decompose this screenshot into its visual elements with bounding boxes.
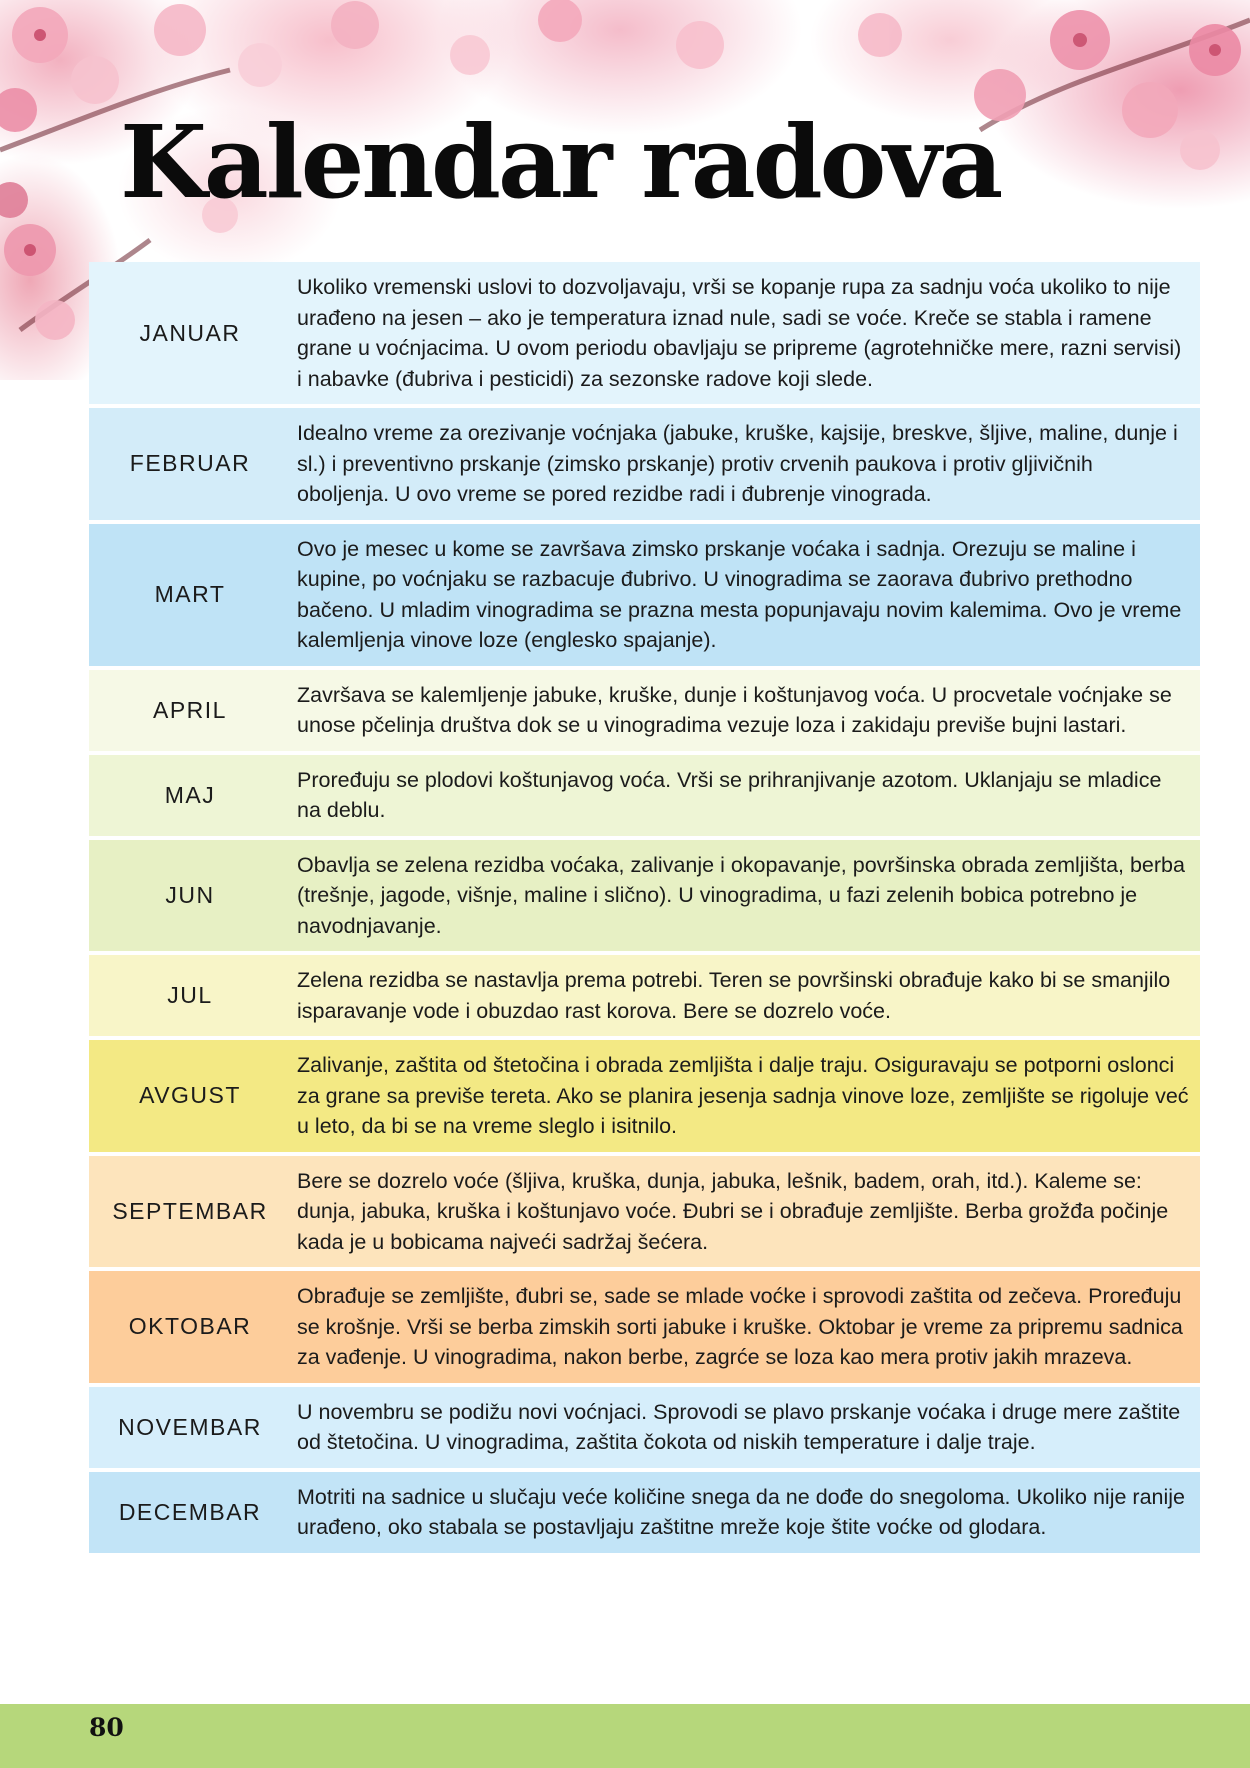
month-tasks-text: Idealno vreme za orezivanje voćnjaka (jabuke, kruške, kajsije, breskve, šljive, maline, dunje i sl.) i preventivno prskanje (zimsko prskanje) protiv crvenih paukova i protiv gljivičnih oboljenja. U ovo vreme se pored rezidbe radi i đubrenje vinograda. (297, 421, 1178, 506)
month-tasks-text: Ovo je mesec u kome se završava zimsko prskanje voćaka i sadnja. Orezuju se maline i kupine, po voćnjaku se razbacuje đubrivo. U vinogradima se zaorava đubrivo prethodno bačeno. U mladim vinogradima se prazna mesta popunjavaju novim kalemima. Ovo je vreme kalemljenja vinove loze (englesko spajanje). (297, 536, 1182, 652)
month-tasks-text: Obavlja se zelena rezidba voćaka, zalivanje i okopavanje, površinska obrada zemljišta, berba (trešnje, jagode, višnje, maline i slično). U vinogradima, u fazi zelenih bobica potrebno je navodnjavanje. (297, 852, 1185, 938)
month-label: JUN (165, 881, 215, 908)
month-label: NOVEMBAR (118, 1413, 262, 1440)
month-label: JANUAR (139, 319, 241, 346)
month-label: DECEMBAR (118, 1498, 262, 1525)
calendar-row (89, 670, 1200, 751)
month-label: MART (154, 581, 226, 607)
month-tasks-text: Zelena rezidba se nastavlja prema potrebi. Teren se površinski obrađuje kako bi se smanjilo isparavanje vode i obuzdao rast korova. Bere se dozrelo voće. (297, 968, 1171, 1023)
month-tasks-text: Motriti na sadnice u slučaju veće količine snega da ne dođe do snegoloma. Ukoliko nije ranije urađeno, oko stabala se postavljaju zaštitne mreže koje štite voćke od glodara. (297, 1484, 1185, 1539)
calendar-row (89, 1040, 1200, 1152)
calendar-row (89, 524, 1200, 666)
month-tasks-text: U novembru se podižu novi voćnjaci. Sprovodi se plavo prskanje voćaka i druge mere zaštite od štetočina. U vinogradima, zaštita čokota od niskih temperature i dalje traje. (297, 1399, 1181, 1454)
month-label: OKTOBAR (128, 1313, 252, 1340)
page-number: 80 (89, 1713, 124, 1742)
calendar-row (89, 755, 1200, 836)
calendar-row (89, 1387, 1200, 1468)
page-title: Kalendar radova (120, 103, 1001, 221)
month-label: AVGUST (139, 1082, 241, 1109)
month-label: JUL (167, 982, 213, 1008)
month-label: SEPTEMBAR (112, 1197, 268, 1224)
month-tasks-text: Obrađuje se zemljište, đubri se, sade se mlade voćke i sprovodi zaštita od zečeva. Proređuju se krošnje. Vrši se berba zimskih sorti jabuke i kruške. Oktobar je vreme za pripremu sadnica za vađenje. U vinogradima, nakon berbe, zagrće se loza kao mera protiv jakih mrazeva. (297, 1284, 1183, 1369)
calendar-row (89, 1271, 1200, 1383)
calendar-row (89, 262, 1200, 404)
calendar-row (89, 1472, 1200, 1553)
work-calendar-table (89, 262, 1200, 1557)
month-tasks-text: Ukoliko vremenski uslovi to dozvoljavaju, vrši se kopanje rupa za sadnju voća ukoliko to nije urađeno na jesen – ako je temperatura iznad nule, sadi se voće. Kreče se stabla i ramene grane u voćnjacima. U ovom periodu obavljaju se pripreme (agrotehničke mere, razni servisi) i nabavke (đubriva i pesticidi) za sezonske radove koji slede. (297, 275, 1182, 391)
month-tasks-text: Bere se dozrelo voće (šljiva, kruška, dunja, jabuka, lešnik, badem, orah, itd.). Kaleme se: dunja, jabuka, kruška i koštunjavo voće. Đubri se i obrađuje zemljište. Berba grožđa počinje kada je u bobicama najveći sadržaj šećera. (297, 1168, 1169, 1254)
calendar-row (89, 408, 1200, 520)
month-label: FEBRUAR (129, 450, 251, 477)
footer-bar (0, 1704, 1250, 1768)
month-tasks-text: Proređuju se plodovi koštunjavog voća. Vrši se prihranjivanje azotom. Uklanjaju se mladice na deblu. (297, 767, 1162, 822)
month-label: MAJ (164, 781, 216, 808)
month-label: APRIL (153, 696, 227, 723)
month-tasks-text: Zalivanje, zaštita od štetočina i obrada zemljišta i dalje traju. Osiguravaju se potporni oslonci za grane sa previše tereta. Ako se planira jesenja sadnja vinove loze, zemljište se rigoluje već u leto, da bi se na vreme sleglo i isitnilo. (297, 1053, 1189, 1138)
month-tasks-text: Završava se kalemljenje jabuke, kruške, dunje i koštunjavog voća. U procvetale voćnjake se unose pčelinja društva dok se u vinogradima vezuje loza i zakidaju previše bujni lastari. (297, 682, 1172, 737)
calendar-row (89, 1156, 1200, 1268)
calendar-row (89, 955, 1200, 1036)
calendar-row (89, 840, 1200, 952)
